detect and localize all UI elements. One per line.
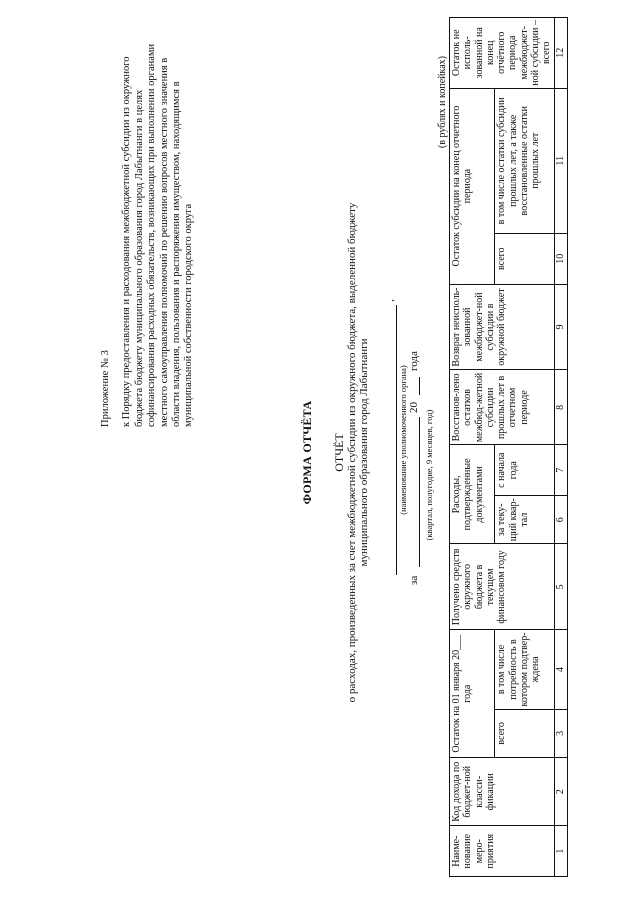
org-name-comma: , [384,299,396,302]
column-number: 9 [554,284,567,370]
col-header-1: Наиме-нование меро-приятия [450,826,555,877]
col-header-10: всего [495,233,554,284]
column-number-row [554,18,567,877]
column-number: 1 [554,826,567,877]
appendix-block [100,27,196,427]
units-note: (в рублях и копейках) [437,56,448,149]
col-header-7: с начала года [495,445,554,496]
col-header-9: Возврат неисполь-зованной межбюджет-ной субсидии в окружной бюджет [450,284,555,370]
period-caption: (квартал, полугодие, 9 месяцев, год) [424,409,434,541]
column-number: 7 [554,445,567,496]
column-number: 8 [554,370,567,445]
col-header-6-7-group: Расходы, подтвержденные документами [450,445,495,544]
form-title: ФОРМА ОТЧЁТА [300,400,314,505]
report-title [333,0,371,905]
appendix-number: Приложение № 3 [100,350,111,427]
column-number: 12 [554,18,567,89]
period-za: за [408,575,420,585]
column-number: 2 [554,758,567,826]
org-name-field [384,299,397,575]
period-blank [419,417,420,567]
column-number: 11 [554,88,567,233]
col-header-11: в том числе остатки субсидии прошлых лет, а также восстановленные остатки прошлых лет [495,88,554,233]
col-header-2: Код дохода по бюджет-ной класси-фикации [450,758,555,826]
report-table [449,17,568,877]
col-header-4: в том числе потребность в котором подтвер-ждена [495,630,554,709]
column-number: 4 [554,630,567,709]
appendix-text: к Порядку предоставления и расходования межбюджетной субсидии из окружного бюджета бюджету муниципального образования город Лабытнанги в целях софинансирования расходных обязательств, возникающих при выполнении органами местного самоуправления полномочий по решению вопросов местного значения в области владения, пользования и распоряжения имуществом, находящимся в муниципальной собственности городского округа [121,43,195,427]
period-year-suffix: года [408,351,420,371]
col-header-12: Остаток не исполь-зованной на конец отчётного периода межбюджет-ной субсидии – всего [450,18,555,89]
column-number: 10 [554,233,567,284]
period-year-prefix: 20 [408,402,420,413]
column-number: 6 [554,496,567,544]
period-field [408,285,422,585]
col-header-8: Восстанов-лено остатков межбюд-жетной субсидии прошлых лет в отчетном периоде [450,370,555,445]
col-header-3-4-group: Остаток на 01 января 20___ года [450,630,495,758]
col-header-10-11-group: Остаток субсидии на конец отчетного периода [450,88,495,284]
col-header-6: за теку-щий квар-тал [495,496,554,544]
org-name-caption: (наименование уполномоченного органа) [398,365,408,515]
col-header-3: всего [495,709,554,757]
period-year-blank [419,377,420,395]
column-number: 3 [554,709,567,757]
column-number: 5 [554,544,567,630]
report-line-2: муниципального образования город Лабытнанги [358,338,370,567]
col-header-5: Получено средств окружного бюджета в текущем финансовом году [450,544,555,630]
report-word: ОТЧЁТ [332,433,346,472]
report-line-1: о расходах, произведенных за счет межбюджетной субсидии из окружного бюджета, выделенной бюджету [345,202,358,703]
